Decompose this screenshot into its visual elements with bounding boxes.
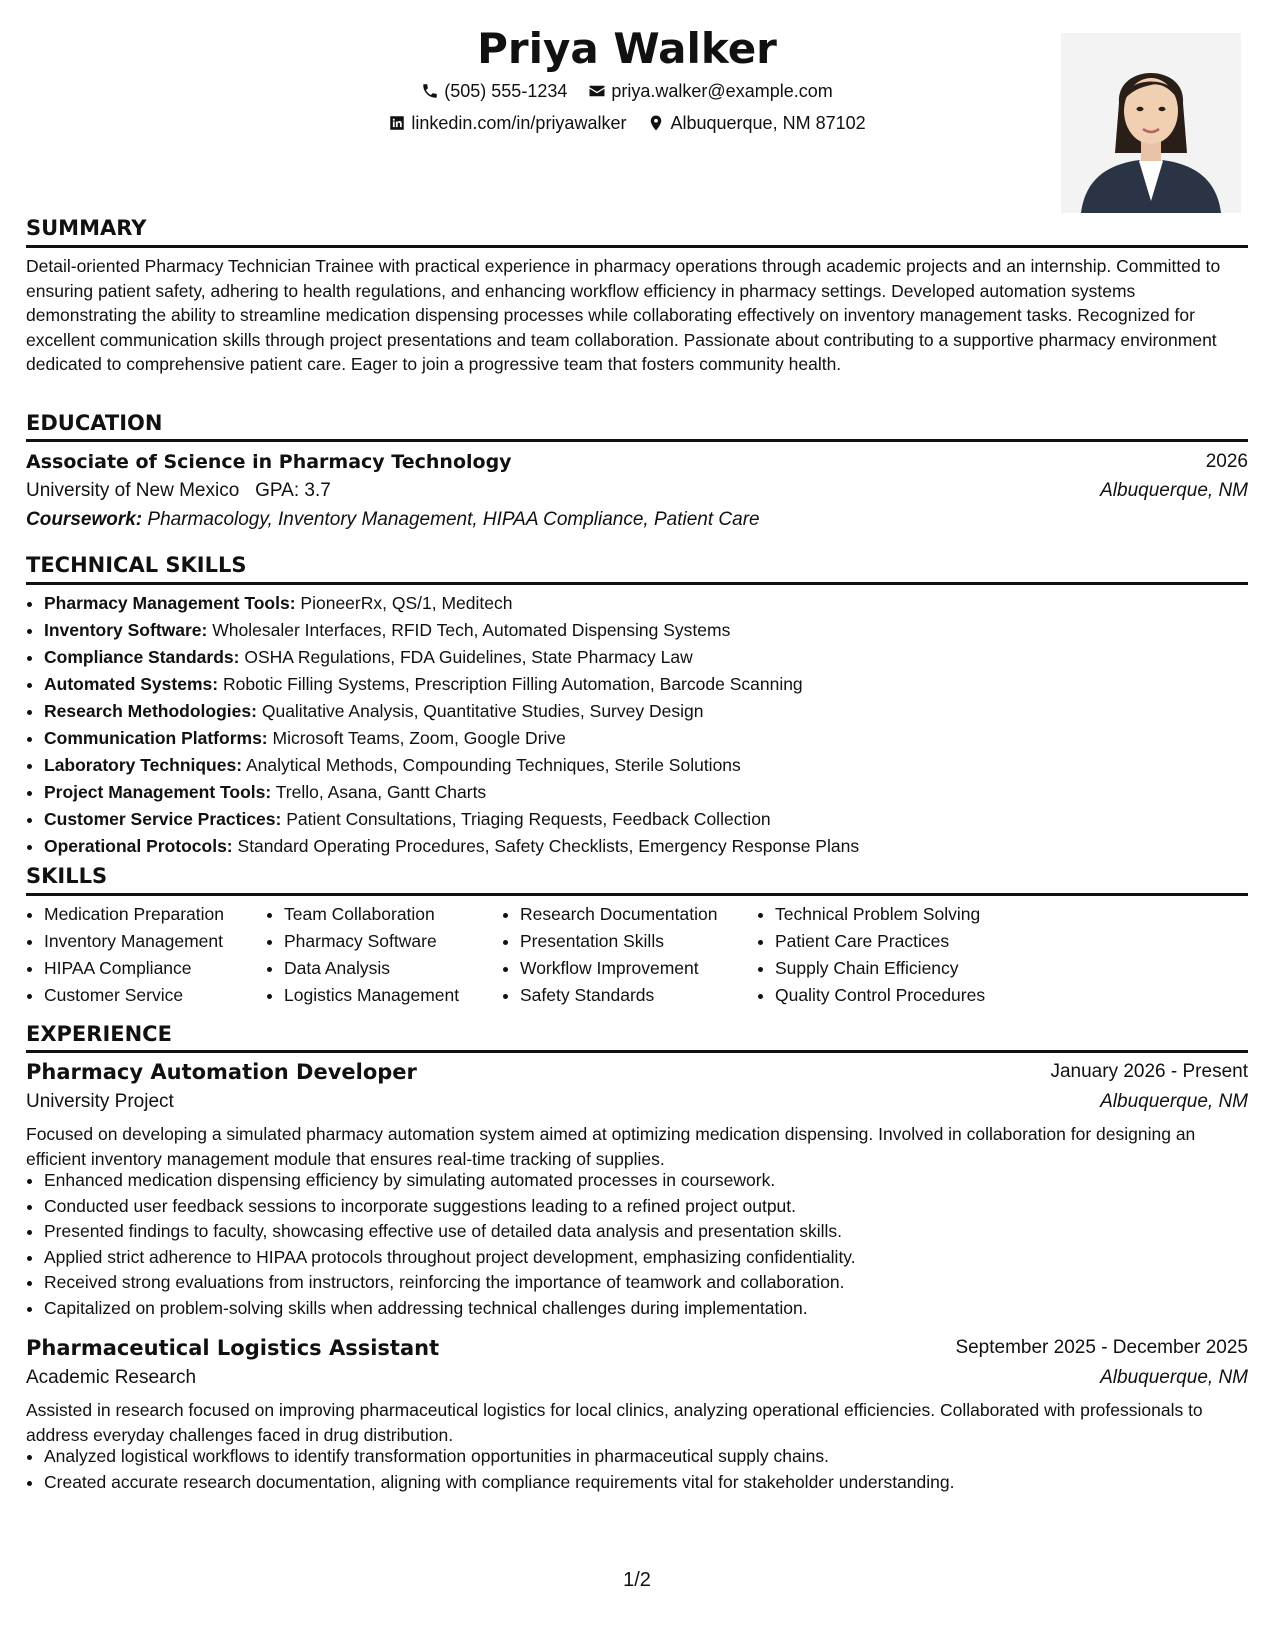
job-location: Albuquerque, NM [1100, 1367, 1248, 1388]
education-heading: EDUCATION [26, 411, 163, 435]
contact-line-2 [26, 110, 1228, 139]
coursework-label: Coursework: [26, 509, 143, 530]
list-item [44, 779, 1248, 806]
skill-category: Customer Service Practices: [44, 809, 282, 829]
education-divider [26, 439, 1248, 442]
job-2-bullets [26, 1444, 1248, 1495]
job-location: Albuquerque, NM [1100, 1091, 1248, 1112]
job-1-title-row [26, 1057, 1248, 1087]
list-item: • Pharmacy Software [284, 928, 459, 955]
job-description: Focused on developing a simulated pharmacy automation system aimed at optimizing medication dispensing. Involved in collaboration for designing an efficient inventory management module that ensures real-time tracking of supplies. [26, 1124, 1196, 1169]
job-2-title-row [26, 1333, 1248, 1363]
job-title: Pharmacy Automation Developer [26, 1060, 417, 1084]
skill-category: Automated Systems: [44, 674, 219, 694]
list-item: • Research Documentation [520, 901, 717, 928]
experience-heading: EXPERIENCE [26, 1022, 172, 1046]
skill-category: Communication Platforms: [44, 728, 268, 748]
school-location: Albuquerque, NM [1100, 480, 1248, 501]
skill-values: Trello, Asana, Gantt Charts [275, 782, 487, 802]
linkedin-text[interactable]: linkedin.com/in/priyawalker [411, 113, 627, 133]
list-item: • Technical Problem Solving [775, 901, 985, 928]
skills-column-4 [757, 901, 985, 1009]
skills-heading: SKILLS [26, 864, 108, 888]
coursework-row [26, 505, 1248, 535]
resume-page [26, 0, 1248, 1650]
skill-category: Inventory Software: [44, 620, 208, 640]
phone-text: (505) 555-1234 [444, 81, 568, 101]
linkedin-icon [388, 114, 406, 132]
list-item: • Conducted user feedback sessions to incorporate suggestions leading to a refined project output. [44, 1194, 1248, 1220]
envelope-icon [588, 82, 606, 100]
list-item: • Safety Standards [520, 982, 717, 1009]
list-item: • Data Analysis [284, 955, 459, 982]
location-text: Albuquerque, NM 87102 [670, 113, 866, 133]
list-item [44, 590, 1248, 617]
technical-skills-heading: TECHNICAL SKILLS [26, 553, 247, 577]
contact-line-1 [26, 78, 1228, 107]
email-text[interactable]: priya.walker@example.com [611, 81, 833, 101]
list-item: • Supply Chain Efficiency [775, 955, 985, 982]
skills-divider [26, 893, 1248, 896]
skill-values: Robotic Filling Systems, Prescription Filling Automation, Barcode Scanning [222, 674, 803, 694]
coursework-list: Pharmacology, Inventory Management, HIPAA Compliance, Patient Care [147, 509, 760, 530]
list-item [44, 698, 1248, 725]
list-item [44, 644, 1248, 671]
skill-category: Laboratory Techniques: [44, 755, 243, 775]
list-item: • HIPAA Compliance [44, 955, 224, 982]
list-item: • Customer Service [44, 982, 224, 1009]
job-2-org-row [26, 1363, 1248, 1393]
job-1-org-row [26, 1087, 1248, 1117]
summary-divider [26, 245, 1248, 248]
skill-category: Pharmacy Management Tools: [44, 593, 296, 613]
coursework [26, 505, 760, 535]
list-item: • Enhanced medication dispensing efficiency by simulating automated processes in coursework. [44, 1168, 1248, 1194]
list-item [44, 752, 1248, 779]
job-1-bullets [26, 1168, 1248, 1321]
profile-photo-illustration [1061, 33, 1241, 213]
phone-contact [421, 78, 567, 104]
education-degree-row [26, 447, 1248, 477]
technical-skills-list [26, 590, 1248, 860]
linkedin-contact[interactable] [388, 110, 626, 136]
list-item: • Received strong evaluations from instructors, reinforcing the importance of teamwork and collaboration. [44, 1270, 1248, 1296]
phone-icon [421, 82, 439, 100]
list-item [44, 833, 1248, 860]
job-description: Assisted in research focused on improving pharmaceutical logistics for local clinics, analyzing operational efficiencies. Collaborated with professionals to address everyday challenges faced in drug distribution. [26, 1400, 1203, 1445]
list-item: • Presented findings to faculty, showcasing effective use of detailed data analysis and presentation skills. [44, 1219, 1248, 1245]
skills-column-1 [26, 901, 224, 1009]
job-organization: Academic Research [26, 1367, 197, 1388]
location-contact [647, 110, 865, 136]
job-organization: University Project [26, 1091, 174, 1112]
list-item: • Capitalized on problem-solving skills when addressing technical challenges during implementation. [44, 1296, 1248, 1322]
skill-category: Project Management Tools: [44, 782, 272, 802]
job-title: Pharmaceutical Logistics Assistant [26, 1336, 440, 1360]
skill-category: Research Methodologies: [44, 701, 257, 721]
list-item [44, 725, 1248, 752]
list-item: • Medication Preparation [44, 901, 224, 928]
map-pin-icon [647, 114, 665, 132]
list-item [44, 671, 1248, 698]
page-number: 1/2 [623, 1569, 651, 1591]
experience-divider [26, 1050, 1248, 1053]
list-item: • Created accurate research documentation, aligning with compliance requirements vital for stakeholder understanding. [44, 1470, 1248, 1496]
school-and-gpa [26, 476, 331, 506]
list-item: • Patient Care Practices [775, 928, 985, 955]
list-item [44, 806, 1248, 833]
skill-values: Qualitative Analysis, Quantitative Studies, Survey Design [261, 701, 704, 721]
skill-category: Compliance Standards: [44, 647, 240, 667]
candidate-name: Priya Walker [477, 24, 777, 73]
degree-title: Associate of Science in Pharmacy Technology [26, 451, 512, 473]
resume-header [26, 20, 1248, 220]
school-name: University of New Mexico [26, 480, 240, 501]
list-item: • Inventory Management [44, 928, 224, 955]
summary-heading: SUMMARY [26, 216, 147, 240]
job-dates: September 2025 - December 2025 [955, 1337, 1248, 1358]
gpa: GPA: 3.7 [255, 480, 331, 501]
education-school-row [26, 476, 1248, 506]
list-item [44, 617, 1248, 644]
skill-values: Wholesaler Interfaces, RFID Tech, Automated Dispensing Systems [212, 620, 731, 640]
list-item: • Quality Control Procedures [775, 982, 985, 1009]
skill-values: Patient Consultations, Triaging Requests, Feedback Collection [286, 809, 771, 829]
skill-category: Operational Protocols: [44, 836, 233, 856]
skill-values: PioneerRx, QS/1, Meditech [300, 593, 513, 613]
technical-skills-divider [26, 582, 1248, 585]
skill-values: Standard Operating Procedures, Safety Checklists, Emergency Response Plans [237, 836, 860, 856]
skills-column-3 [502, 901, 717, 1009]
list-item: • Presentation Skills [520, 928, 717, 955]
list-item: • Workflow Improvement [520, 955, 717, 982]
skill-values: Microsoft Teams, Zoom, Google Drive [272, 728, 566, 748]
list-item: • Team Collaboration [284, 901, 459, 928]
summary-text: Detail-oriented Pharmacy Technician Trainee with practical experience in pharmacy operations through academic projects and an internship. Committed to ensuring patient safety, adhering to health regulations, and enhancing workflow efficiency in pharmacy settings. Developed automation systems demonstrating the ability to streamline medication dispensing processes while collaborating effectively on inventory management tasks. Recognized for excellent communication skills through project presentations and team collaboration. Passionate about contributing to a supportive pharmacy environment dedicated to comprehensive patient care. Eager to join a progressive team that fosters community health. [26, 256, 1221, 374]
degree-year: 2026 [1205, 451, 1248, 472]
skill-values: OSHA Regulations, FDA Guidelines, State Pharmacy Law [244, 647, 693, 667]
profile-photo [1061, 33, 1241, 213]
skills-column-2 [266, 901, 459, 1009]
list-item: • Analyzed logistical workflows to identify transformation opportunities in pharmaceutical supply chains. [44, 1444, 1248, 1470]
email-contact[interactable] [588, 78, 832, 104]
skill-values: Analytical Methods, Compounding Techniques, Sterile Solutions [245, 755, 741, 775]
list-item: • Applied strict adherence to HIPAA protocols throughout project development, emphasizing confidentiality. [44, 1245, 1248, 1271]
job-dates: January 2026 - Present [1050, 1061, 1248, 1082]
list-item: • Logistics Management [284, 982, 459, 1009]
